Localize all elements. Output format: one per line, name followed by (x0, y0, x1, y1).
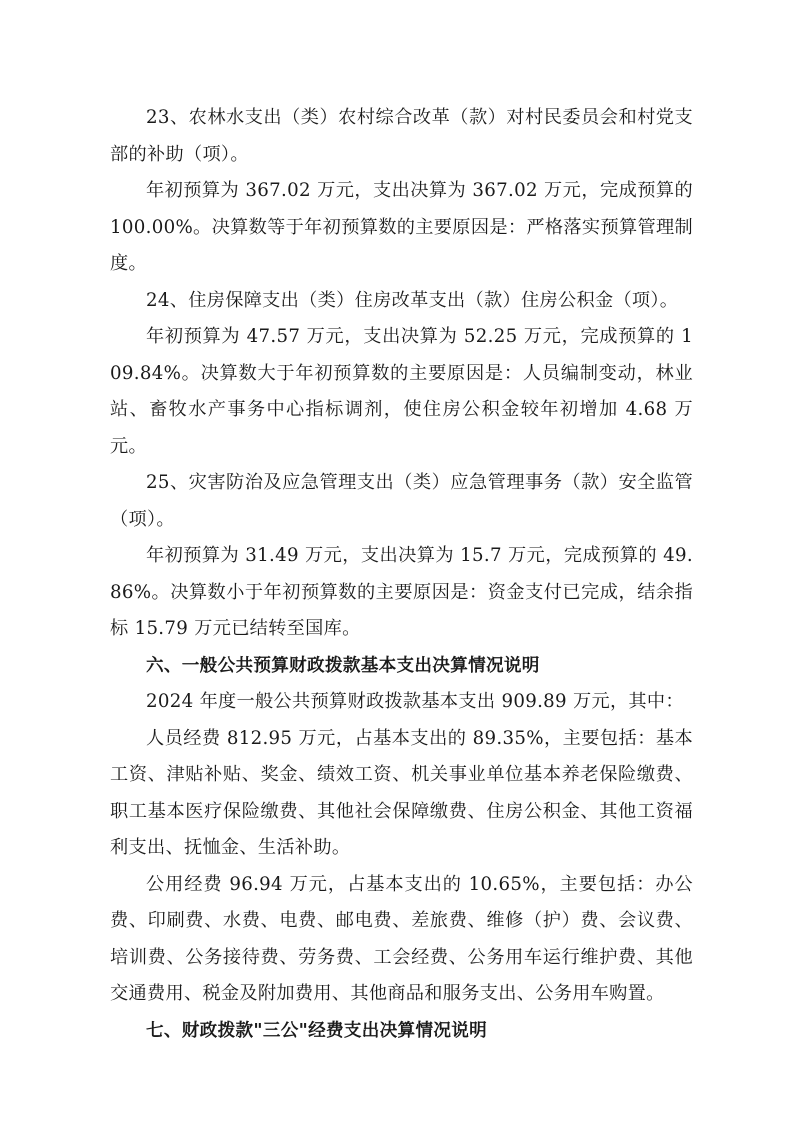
public-expense-paragraph: 公用经费 96.94 万元，占基本支出的 10.65%，主要包括：办公费、印刷费、水费、电费、邮电费、差旅费、维修（护）费、会议费、培训费、公务接待费、劳务费、工会经费、公务用车运行维护费、其他交通费用、税金及附加费用、其他商品和服务支出、公务用车购置。 (110, 873, 693, 1004)
item-23-title: 23、农林水支出（类）农村综合改革（款）对村民委员会和村党支部的补助（项）。 (110, 107, 693, 165)
item-23-body: 年初预算为 367.02 万元，支出决算为 367.02 万元，完成预算的 100.00%。决算数等于年初预算数的主要原因是：严格落实预算管理制度。 (110, 180, 693, 274)
item-24-body: 年初预算为 47.57 万元，支出决算为 52.25 万元，完成预算的 109.84%。决算数大于年初预算数的主要原因是：人员编制变动，林业站、畜牧水产事务中心指标调剂，使住房公积金较年初增加 4.68 万元。 (110, 326, 693, 457)
section-7-heading: 七、财政拨款"三公"经费支出决算情况说明 (146, 1020, 488, 1041)
personnel-expense-paragraph: 人员经费 812.95 万元，占基本支出的 89.35%，主要包括：基本工资、津贴补贴、奖金、绩效工资、机关事业单位基本养老保险缴费、职工基本医疗保险缴费、其他社会保障缴费、住房公积金、其他工资福利支出、抚恤金、生活补助。 (110, 727, 693, 858)
item-24-title: 24、住房保障支出（类）住房改革支出（款）住房公积金（项）。 (146, 289, 679, 311)
item-25-title: 25、灾害防治及应急管理支出（类）应急管理事务（款）安全监管（项）。 (110, 472, 693, 530)
item-25-body: 年初预算为 31.49 万元，支出决算为 15.7 万元，完成预算的 49.86%。决算数小于年初预算数的主要原因是：资金支付已完成，结余指标 15.79 万元已结转至国库。 (110, 545, 693, 639)
document-page (110, 100, 693, 1049)
section-6-heading: 六、一般公共预算财政拨款基本支出决算情况说明 (146, 655, 540, 676)
section-6-summary: 2024 年度一般公共预算财政拨款基本支出 909.89 万元，其中： (146, 691, 684, 712)
